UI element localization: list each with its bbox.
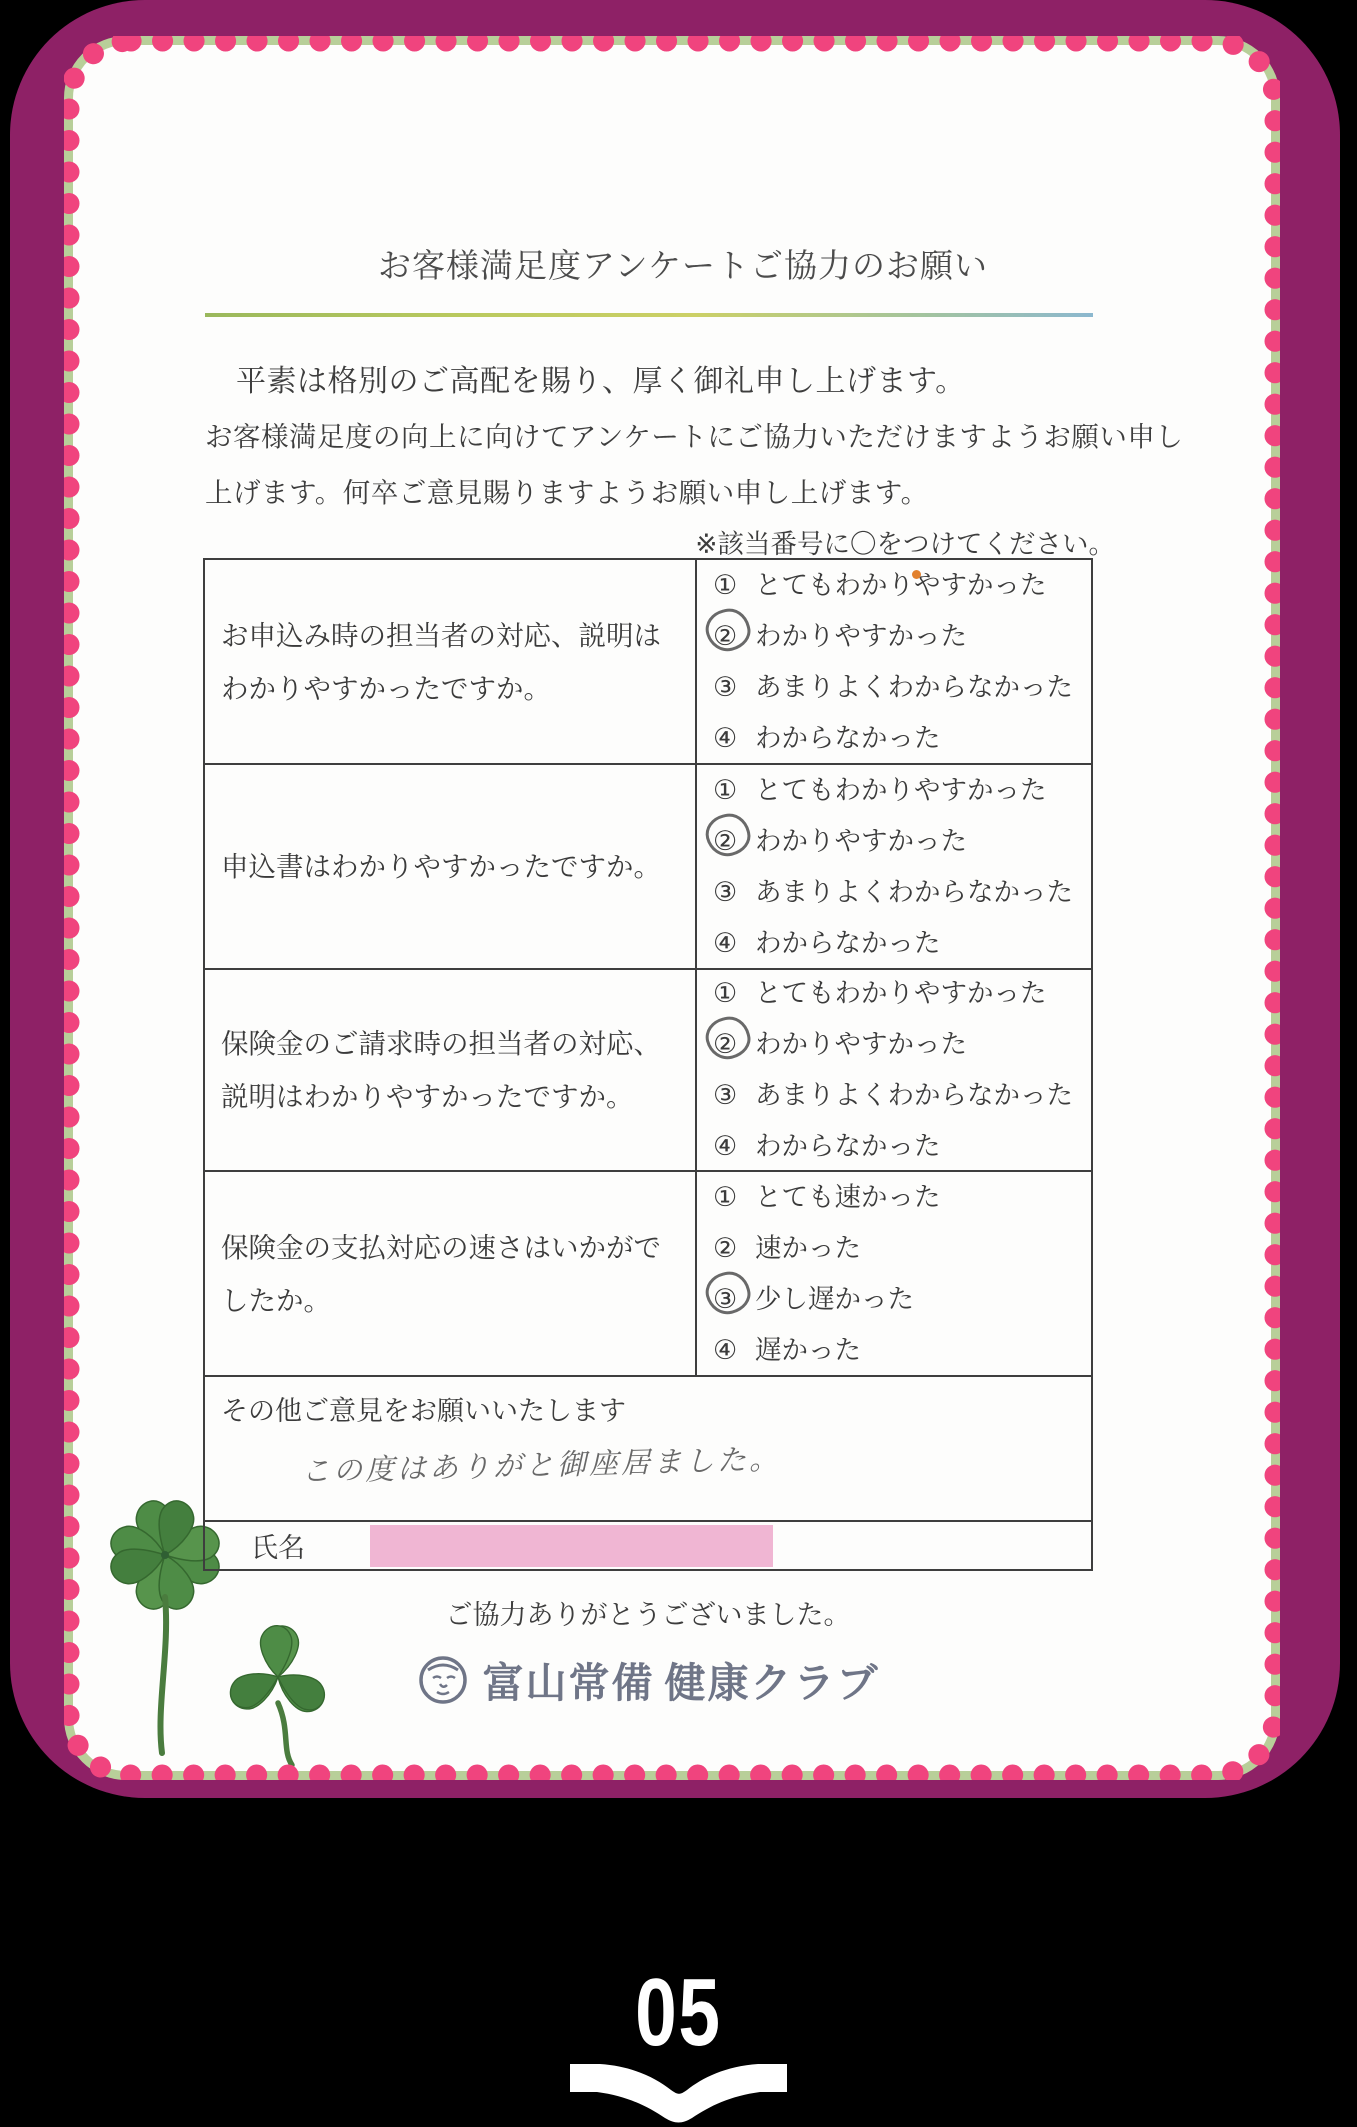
- survey-table: [203, 558, 1093, 1571]
- option-number: ④: [713, 1131, 738, 1161]
- option-number: ③: [713, 876, 738, 907]
- option-number: ①: [713, 569, 738, 600]
- option-label: わかりやすかった: [755, 1029, 967, 1059]
- option-label: わからなかった: [755, 722, 941, 753]
- name-row: [205, 1522, 1091, 1569]
- option-label: とてもわかりやすかった: [755, 569, 1047, 600]
- option-number: ①: [713, 1181, 738, 1212]
- company-logo: [203, 1650, 1093, 1709]
- option-number: ④: [713, 927, 738, 958]
- option-label: わかりやすかった: [755, 825, 967, 856]
- option-label: 少し遅かった: [755, 1283, 914, 1314]
- question-text: 申込書はわかりやすかったですか。: [205, 765, 697, 968]
- option: [713, 1325, 1091, 1376]
- option-number: ②: [713, 611, 743, 662]
- options-cell: [697, 970, 1091, 1170]
- option: [713, 867, 1091, 918]
- question-text: 保険金のご請求時の担当者の対応、説明はわかりやすかったですか。: [205, 970, 697, 1170]
- option-number: ①: [713, 978, 738, 1008]
- options-cell: [697, 560, 1091, 763]
- options-cell: [697, 765, 1091, 968]
- question-row-4: [205, 1172, 1091, 1377]
- option-label: わからなかった: [755, 1131, 941, 1161]
- option: [713, 1172, 1091, 1223]
- body-text-line2: 上げます。何卒ご意見賜りますようお願い申し上げます。: [205, 477, 929, 508]
- option-number: ②: [713, 1019, 743, 1070]
- option-number: ③: [713, 1274, 743, 1325]
- option: [713, 1019, 1091, 1070]
- question-text: 保険金の支払対応の速さはいかがでしたか。: [205, 1172, 697, 1375]
- option-label: 遅かった: [755, 1334, 861, 1365]
- handwritten-comment: この度はありがと御座居ました。: [300, 1443, 782, 1489]
- name-redaction-box: [370, 1525, 773, 1567]
- option-number: ④: [713, 1334, 738, 1365]
- option: [713, 713, 1091, 764]
- option-label: あまりよくわからなかった: [755, 876, 1073, 907]
- option-number: ③: [713, 1080, 738, 1110]
- option-label: あまりよくわからなかった: [755, 1080, 1073, 1110]
- option-label: とてもわかりやすかった: [755, 978, 1047, 1008]
- option: [713, 611, 1091, 662]
- question-text: お申込み時の担当者の対応、説明はわかりやすかったですか。: [205, 560, 697, 763]
- option-number: ③: [713, 671, 738, 702]
- option: [713, 765, 1091, 816]
- options-cell: [697, 1172, 1091, 1375]
- page-number: 05: [635, 1959, 722, 2066]
- option: [713, 1274, 1091, 1325]
- option: [713, 816, 1091, 867]
- option-number: ②: [713, 1232, 738, 1263]
- page-title: お客様満足度アンケートご協力のお願い: [378, 247, 989, 284]
- greeting-line: 平素は格別のご高配を賜り、厚く御礼申し上げます。: [236, 365, 966, 398]
- option: [713, 968, 1091, 1019]
- option-number: ②: [713, 816, 743, 867]
- body-text-line1: お客様満足度の向上に向けてアンケートにご協力いただけますようお願い申し: [205, 421, 1184, 452]
- option-label: とても速かった: [755, 1181, 941, 1212]
- option: [713, 560, 1091, 611]
- option-number: ④: [713, 722, 738, 753]
- option: [713, 918, 1091, 969]
- logo-face-icon: [417, 1654, 469, 1706]
- option: [713, 662, 1091, 713]
- option-number: ①: [713, 774, 738, 805]
- thanks-line: ご協力ありがとうございました。: [445, 1600, 851, 1630]
- option-label: わかりやすかった: [755, 620, 967, 651]
- question-row-2: [205, 765, 1091, 970]
- option: [713, 1223, 1091, 1274]
- free-comment-section: [205, 1377, 1091, 1522]
- free-comment-label: その他ご意見をお願いいたします: [221, 1396, 626, 1426]
- question-row-1: [205, 560, 1091, 765]
- option: [713, 1070, 1091, 1121]
- instruction-note: ※該当番号に〇をつけてください。: [695, 529, 1115, 559]
- title-divider: [205, 313, 1093, 317]
- option: [713, 1121, 1091, 1172]
- option-label: あまりよくわからなかった: [755, 671, 1073, 702]
- logo-text: 富山常備 健康クラブ: [482, 1660, 880, 1706]
- question-row-3: [205, 970, 1091, 1172]
- option-label: わからなかった: [755, 927, 941, 958]
- option-label: とてもわかりやすかった: [755, 774, 1047, 805]
- name-label: 氏名: [251, 1533, 305, 1563]
- option-label: 速かった: [755, 1232, 861, 1263]
